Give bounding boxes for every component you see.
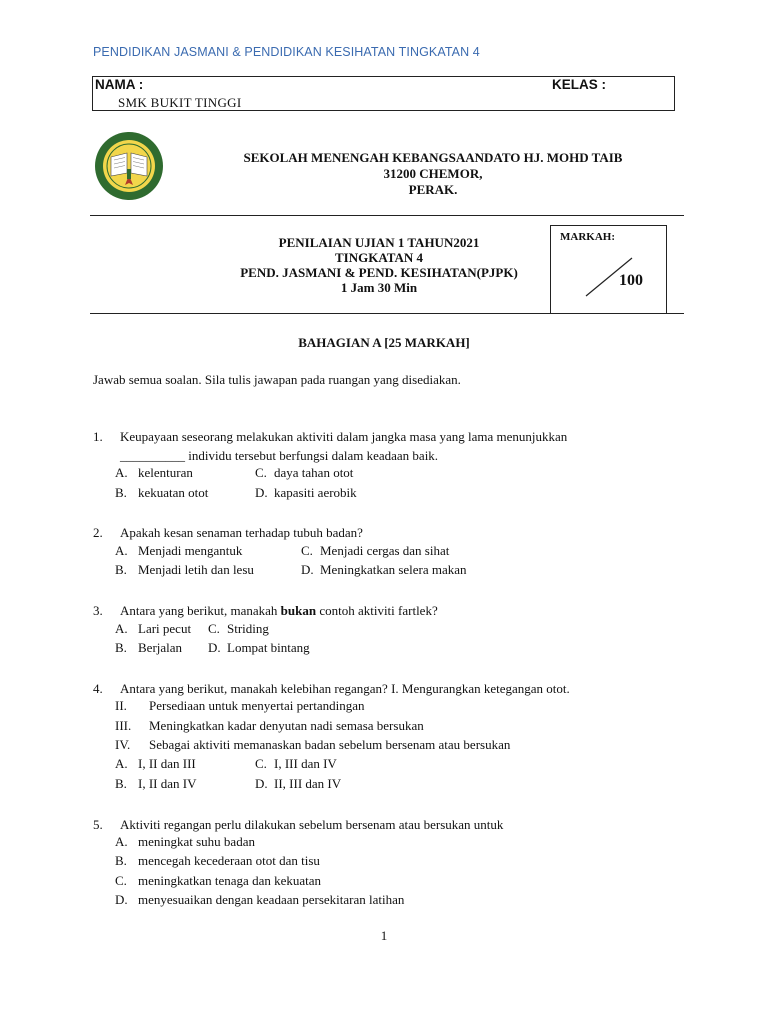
statement-text: Meningkatkan kadar denyutan nadi semasa bersukan <box>149 718 424 733</box>
option-text: Lari pecut <box>138 621 192 636</box>
option-letter: A. <box>115 621 128 636</box>
option-letter: B. <box>115 776 127 791</box>
statement-text: Persediaan untuk menyertai pertandingan <box>149 698 365 713</box>
statement-roman: IV. <box>115 737 131 752</box>
question-text: Aktiviti regangan perlu dilakukan sebelum bersenam atau bersukan untuk <box>120 817 504 832</box>
option-text: II, III dan IV <box>274 776 342 791</box>
option-text: daya tahan otot <box>274 465 354 480</box>
nama-label: NAMA : <box>95 77 144 92</box>
divider-bottom <box>90 313 684 314</box>
option-letter: D. <box>255 776 268 791</box>
option-text: Meningkatkan selera makan <box>320 562 467 577</box>
option-text: I, II dan III <box>138 756 196 771</box>
school-address-block <box>175 150 691 198</box>
exam-form: TINGKATAN 4 <box>335 250 423 265</box>
school-postcode-city: 31200 CHEMOR, <box>383 166 483 181</box>
markah-label: MARKAH: <box>560 231 615 243</box>
question-number: 4. <box>93 681 103 696</box>
section-title: BAHAGIAN A [25 MARKAH] <box>298 335 470 350</box>
option-letter: C. <box>208 621 220 636</box>
option-text: I, II dan IV <box>138 776 197 791</box>
option-text: meningkat suhu badan <box>138 834 255 849</box>
question-number: 5. <box>93 817 103 832</box>
option-text: kapasiti aerobik <box>274 485 357 500</box>
option-text: Berjalan <box>138 640 183 655</box>
section-instruction: Jawab semua soalan. Sila tulis jawapan pada ruangan yang disediakan. <box>93 372 461 387</box>
option-text: Menjadi cergas dan sihat <box>320 543 450 558</box>
option-text: Menjadi mengantuk <box>138 543 243 558</box>
statement-roman: III. <box>115 718 132 733</box>
option-text: kekuatan otot <box>138 485 209 500</box>
divider-top <box>90 215 684 216</box>
question-text: Antara yang berikut, manakah kelebihan regangan? I. Mengurangkan ketegangan otot. <box>120 681 570 696</box>
question-number: 3. <box>93 603 103 618</box>
option-letter: C. <box>301 543 313 558</box>
question-text-part: contoh aktiviti fartlek? <box>316 603 438 618</box>
option-letter: D. <box>301 562 314 577</box>
option-letter: C. <box>255 465 267 480</box>
option-letter: D. <box>255 485 268 500</box>
markah-total: 100 <box>619 272 643 289</box>
exam-subject: PEND. JASMANI & PEND. KESIHATAN(PJPK) <box>240 265 518 280</box>
question-text: Apakah kesan senaman terhadap tubuh badan? <box>120 525 363 540</box>
school-state: PERAK. <box>408 182 458 197</box>
question-number: 2. <box>93 525 103 540</box>
option-letter: C. <box>255 756 267 771</box>
option-letter: A. <box>115 465 128 480</box>
exam-title-block <box>204 235 554 295</box>
option-letter: A. <box>115 543 128 558</box>
option-text: mencegah kecederaan otot dan tisu <box>138 853 320 868</box>
page-number: 1 <box>380 928 388 943</box>
option-text: Lompat bintang <box>227 640 310 655</box>
exam-title: PENILAIAN UJIAN 1 TAHUN2021 <box>278 235 480 250</box>
option-text: kelenturan <box>138 465 193 480</box>
option-letter: D. <box>115 892 128 907</box>
statement-roman: II. <box>115 698 127 713</box>
school-name: SEKOLAH MENENGAH KEBANGSAANDATO HJ. MOHD TAIB <box>243 150 623 165</box>
option-letter: B. <box>115 485 127 500</box>
option-letter: B. <box>115 640 127 655</box>
option-letter: B. <box>115 853 127 868</box>
option-letter: D. <box>208 640 221 655</box>
kelas-label: KELAS : <box>552 77 606 92</box>
option-text: meningkatkan tenaga dan kekuatan <box>138 873 322 888</box>
question-text-part: Antara yang berikut, manakah <box>120 603 281 618</box>
school-crest-logo <box>94 131 164 201</box>
exam-duration: 1 Jam 30 Min <box>340 280 418 295</box>
option-text: menyesuaikan dengan keadaan persekitaran latihan <box>138 892 405 907</box>
question-text: Keupayaan seseorang melakukan aktiviti dalam jangka masa yang lama menunjukkan <box>120 429 568 444</box>
option-letter: C. <box>115 873 127 888</box>
option-letter: A. <box>115 756 128 771</box>
question-text-emphasis: bukan <box>280 603 317 618</box>
option-letter: B. <box>115 562 127 577</box>
school-short-name: SMK BUKIT TINGGI <box>118 95 242 110</box>
question-text <box>120 601 438 620</box>
option-letter: A. <box>115 834 128 849</box>
question-text-continued: __________ individu tersebut berfungsi dalam keadaan baik. <box>120 448 439 463</box>
option-text: Striding <box>227 621 269 636</box>
option-text: Menjadi letih dan lesu <box>138 562 254 577</box>
question-number: 1. <box>93 429 103 444</box>
option-text: I, III dan IV <box>274 756 337 771</box>
document-header: PENDIDIKAN JASMANI & PENDIDIKAN KESIHATAN TINGKATAN 4 <box>93 45 480 59</box>
statement-text: Sebagai aktiviti memanaskan badan sebelum bersenam atau bersukan <box>149 737 511 752</box>
